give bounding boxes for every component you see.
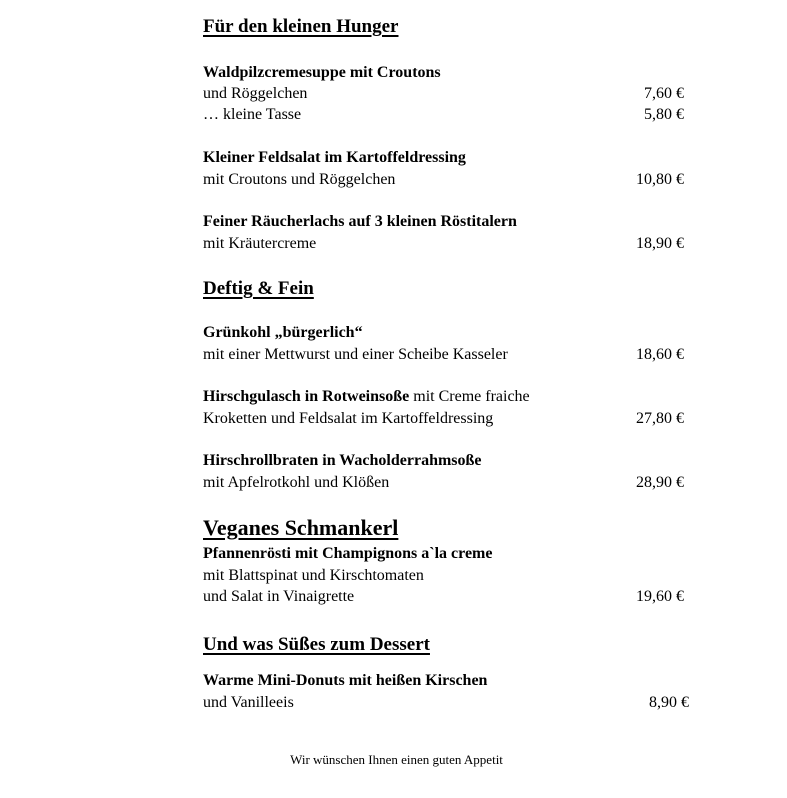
dish-price-lachs: 18,90 €	[636, 235, 684, 252]
dish-desc-donuts: und Vanilleeis	[203, 694, 294, 711]
dish-name-lachs: Feiner Räucherlachs auf 3 kleinen Röstitalern	[203, 213, 517, 230]
section-heading-deftig: Deftig & Fein	[203, 278, 314, 299]
dish-price-soup-small: 5,80 €	[644, 106, 684, 123]
dish-name-roesti: Pfannenrösti mit Champignons a`la creme	[203, 545, 493, 562]
dish-desc-rollbraten: mit Apfelrotkohl und Klößen	[203, 474, 390, 491]
section-heading-dessert: Und was Süßes zum Dessert	[203, 634, 430, 655]
section-heading-hunger: Für den kleinen Hunger	[203, 16, 399, 37]
dish-price-feldsalat: 10,80 €	[636, 171, 684, 188]
dish-price-soup: 7,60 €	[644, 85, 684, 102]
dish-desc-gulasch: Kroketten und Feldsalat im Kartoffeldressing	[203, 410, 494, 427]
dish-desc-soup-small: … kleine Tasse	[203, 106, 302, 123]
dish-name-feldsalat: Kleiner Feldsalat im Kartoffeldressing	[203, 149, 466, 166]
dish-desc-gruenkohl: mit einer Mettwurst und einer Scheibe Kasseler	[203, 346, 508, 363]
dish-desc-roesti-1: mit Blattspinat und Kirschtomaten	[203, 567, 424, 584]
dish-price-gruenkohl: 18,60 €	[636, 346, 684, 363]
dish-price-roesti: 19,60 €	[636, 588, 684, 605]
dish-name-gulasch-suffix: mit Creme fraiche	[409, 388, 530, 405]
dish-name-rollbraten: Hirschrollbraten in Wacholderrahmsoße	[203, 452, 482, 469]
dish-desc-lachs: mit Kräutercreme	[203, 235, 317, 252]
dish-desc-feldsalat: mit Croutons und Röggelchen	[203, 171, 396, 188]
dish-name-gruenkohl: Grünkohl „bürgerlich“	[203, 324, 363, 341]
dish-price-rollbraten: 28,90 €	[636, 474, 684, 491]
dish-name-soup: Waldpilzcremesuppe mit Croutons	[203, 64, 441, 81]
section-heading-vegan: Veganes Schmankerl	[203, 515, 399, 540]
dish-title-gulasch	[203, 386, 530, 407]
dish-desc-roesti-2: und Salat in Vinaigrette	[203, 588, 355, 605]
dish-name-gulasch: Hirschgulasch in Rotweinsoße	[203, 388, 410, 405]
dish-name-donuts: Warme Mini-Donuts mit heißen Kirschen	[203, 672, 488, 689]
dish-desc-soup: und Röggelchen	[203, 85, 308, 102]
dish-price-gulasch: 27,80 €	[636, 410, 684, 427]
dish-price-donuts: 8,90 €	[649, 694, 689, 711]
footer-greeting: Wir wünschen Ihnen einen guten Appetit	[290, 752, 503, 767]
